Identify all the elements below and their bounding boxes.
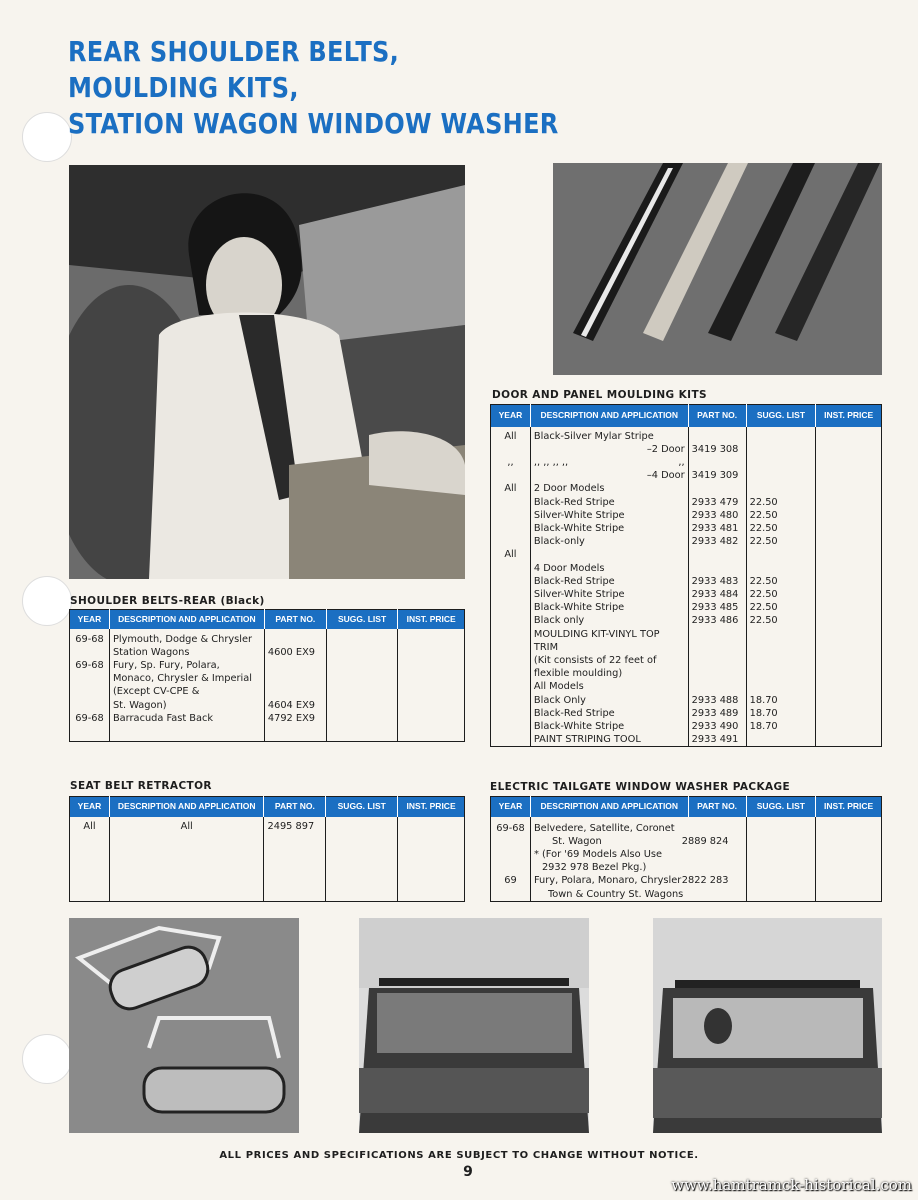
retractor-table: YEAR DESCRIPTION AND APPLICATION PART NO. SUGG. LIST INST. PRICE All All 2495 897 [69,796,465,902]
description-cell: Plymouth, Dodge & Chrysler Station Wagons Fury, Sp. Fury, Polara, Monaco, Chrysler & Imperial (Except CV-CPE & St. Wagon) Barracuda Fast Back [109,629,264,742]
binder-hole [22,1034,72,1084]
page-number: 9 [463,1164,473,1180]
retractor-title: SEAT BELT RETRACTOR [70,780,212,792]
year-cell: 69-68 69 [496,822,525,887]
moulding-kits-title: DOOR AND PANEL MOULDING KITS [492,389,708,401]
wagon-rear-photo [359,918,589,1133]
shoulder-belts-title: SHOULDER BELTS-REAR (Black) [70,595,265,607]
year-cell: All ,, All All [504,430,517,561]
col-description: DESCRIPTION AND APPLICATION [109,610,264,629]
part-no-cell: 3419 308 3419 309 2933 479 2933 480 2933 481 2933 482 2933 483 2933 484 2933 485 2933 486 2933 488 2933 489 2933 490 2933 491 [688,427,746,747]
moulding-kits-photo [553,163,882,375]
sugg-list-cell: 22.50 22.50 22.50 22.50 22.50 22.50 22.50 22.50 18.70 18.70 18.70 [746,427,816,747]
moulding-kits-table: YEAR DESCRIPTION AND APPLICATION PART NO. SUGG. LIST INST. PRICE All ,, All All Black-Silver Mylar Stripe –2 Door ,, ,, ,, ,, ,, –4 Door 2 Door Models Black-Red Stripe Silver-White Stripe Black-White Stripe Black-only 4 Door Models Black-Red Stripe Silver-White Stripe Black-White Stripe Black only MOULDING KIT-VINYL TOP TRIM (Kit consists of 22 feet of flexible moulding) All Models Black Only Black-Red Stripe Black-White Stripe PAINT STRIPING TOOL 3419 308 3419 309 2933 479 2933 480 2933 481 2933 482 2933 483 2933 484 2933 485 2933 486 2933 488 2933 489 2933 490 2933 491 22.50 22.50 22.50 22.50 22.50 22.50 22.50 22.50 18.70 18.70 18.70 [490,404,882,747]
col-year: YEAR [70,610,110,629]
shoulder-belt-photo [69,165,465,579]
inst-price-cell [816,427,882,747]
year-cell: 69-68 69-68 69-68 [75,633,104,724]
washer-table: YEAR DESCRIPTION AND APPLICATION PART NO. SUGG. LIST INST. PRICE 69-68 69 Belvedere, Satellite, Coronet St. Wagon 2889 824 * (For '69 Models Also Use 2932 978 Bezel Pkg.) Fury, Polara, Monaro, Chrysler 2822 283 Town & Country St. Wagons [490,796,882,902]
pricing-disclaimer: ALL PRICES AND SPECIFICATIONS ARE SUBJECT TO CHANGE WITHOUT NOTICE. [219,1150,699,1161]
sugg-list-cell [326,629,398,742]
description-cell: Belvedere, Satellite, Coronet St. Wagon 2889 824 * (For '69 Models Also Use 2932 978 Bezel Pkg.) Fury, Polara, Monaro, Chrysler 2822 283 Town & Country St. Wagons [530,817,746,902]
page-title: REAR SHOULDER BELTS, MOULDING KITS, STATION WAGON WINDOW WASHER [68,35,559,140]
binder-hole [22,112,72,162]
description-cell: Black-Silver Mylar Stripe –2 Door ,, ,, ,, ,, ,, –4 Door 2 Door Models Black-Red Stripe Silver-White Stripe Black-White Stripe Black-only 4 Door Models Black-Red Stripe Silver-White Stripe Black-White Stripe Black only MOULDING KIT-VINYL TOP TRIM (Kit consists of 22 feet of flexible moulding) All Models Black Only Black-Red Stripe Black-White Stripe PAINT STRIPING TOOL [530,427,688,747]
wagon-open-tailgate-photo [653,918,882,1133]
col-inst-price: INST. PRICE [398,610,465,629]
retractor-photo [69,918,299,1133]
shoulder-belts-table [69,609,465,742]
washer-title: ELECTRIC TAILGATE WINDOW WASHER PACKAGE [490,781,791,793]
col-part-no: PART NO. [264,610,326,629]
binder-hole [22,576,72,626]
watermark-url: www.hamtramck-historical.com [671,1176,912,1194]
col-sugg-list: SUGG. LIST [326,610,398,629]
part-no-cell: 4600 EX9 4604 EX9 4792 EX9 [264,629,326,742]
inst-price-cell [398,629,465,742]
